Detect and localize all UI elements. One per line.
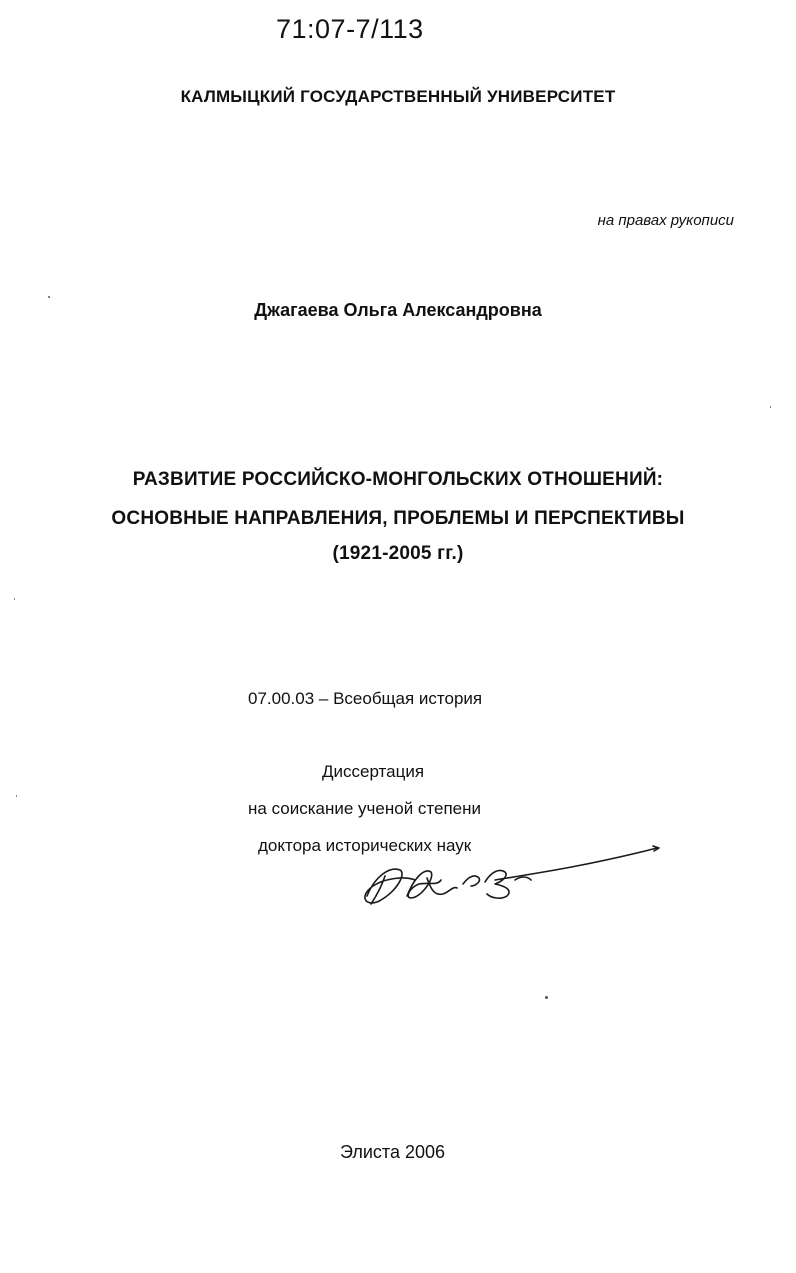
scan-speck — [770, 406, 771, 408]
scan-speck — [48, 296, 50, 298]
degree-line-1: Диссертация — [322, 762, 425, 781]
title-line-3: (1921-2005 гг.) — [332, 543, 464, 564]
degree-line-2: на соискание ученой степени — [248, 799, 482, 818]
scan-speck — [545, 996, 548, 999]
title-line-2: ОСНОВНЫЕ НАПРАВЛЕНИЯ, ПРОБЛЕМЫ И ПЕРСПЕКТИВЫ — [111, 508, 685, 529]
specialty-code: 07.00.03 – Всеобщая история — [248, 689, 483, 708]
catalog-code: 71:07-7/113 — [276, 14, 424, 44]
city-and-year: Элиста 2006 — [340, 1142, 445, 1162]
handwritten-signature — [345, 836, 675, 916]
manuscript-rights-note: на правах рукописи — [597, 212, 734, 229]
scan-speck — [14, 598, 15, 600]
university-name: КАЛМЫЦКИЙ ГОСУДАРСТВЕННЫЙ УНИВЕРСИТЕТ — [180, 87, 616, 106]
degree-line-3: доктора исторических наук — [258, 836, 472, 855]
scan-speck — [16, 795, 17, 797]
title-line-1: РАЗВИТИЕ РОССИЙСКО-МОНГОЛЬСКИХ ОТНОШЕНИЙ: — [132, 469, 664, 490]
author-name: Джагаева Ольга Александровна — [254, 300, 542, 320]
